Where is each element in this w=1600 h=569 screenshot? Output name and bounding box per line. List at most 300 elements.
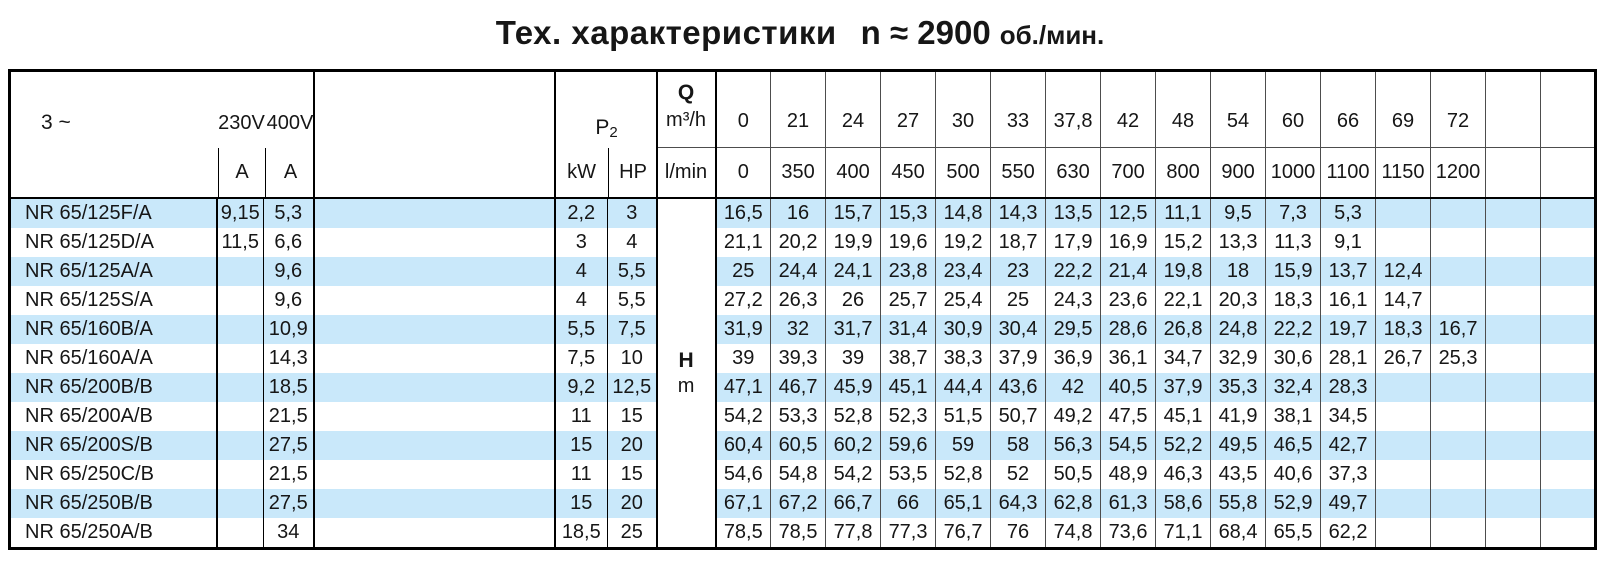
flow-lmin-header: 0 [716, 147, 771, 198]
head-value-cell [1431, 518, 1486, 549]
head-value-cell: 25 [991, 286, 1046, 315]
hp-cell: 20 [608, 489, 657, 518]
head-value-cell: 14,7 [1376, 286, 1431, 315]
head-value-cell: 12,5 [1101, 198, 1156, 228]
head-value-cell [1486, 431, 1541, 460]
head-value-cell: 51,5 [936, 402, 991, 431]
flow-lmin-header: 700 [1101, 147, 1156, 198]
amp-400v-cell: 21,5 [264, 402, 314, 431]
head-value-cell: 77,3 [881, 518, 936, 549]
flow-lmin-header [1486, 147, 1541, 198]
amp-400v-cell: 27,5 [264, 431, 314, 460]
head-value-cell: 25,7 [881, 286, 936, 315]
amp-230v-cell [217, 489, 264, 518]
amp-unit-400: A [265, 148, 315, 197]
amp-230v-cell: 11,5 [217, 228, 264, 257]
head-value-cell: 39 [826, 344, 881, 373]
head-value-cell: 16,5 [716, 198, 771, 228]
head-value-cell: 20,3 [1211, 286, 1266, 315]
head-value-cell: 9,5 [1211, 198, 1266, 228]
head-value-cell: 59 [936, 431, 991, 460]
head-value-cell: 21,1 [716, 228, 771, 257]
image-placeholder-cell [314, 344, 555, 373]
head-value-cell: 73,6 [1101, 518, 1156, 549]
head-value-cell: 43,5 [1211, 460, 1266, 489]
head-value-cell: 45,9 [826, 373, 881, 402]
head-value-cell [1486, 489, 1541, 518]
amp-230v-cell [217, 315, 264, 344]
image-column-header [314, 71, 555, 199]
head-value-cell [1541, 344, 1596, 373]
image-placeholder-cell [314, 489, 555, 518]
flow-lmin-header: 900 [1211, 147, 1266, 198]
head-value-cell [1376, 373, 1431, 402]
head-value-cell: 26,7 [1376, 344, 1431, 373]
head-value-cell: 52,8 [936, 460, 991, 489]
head-value-cell: 24,8 [1211, 315, 1266, 344]
head-value-cell: 14,8 [936, 198, 991, 228]
flow-m3h-header: 27 [881, 71, 936, 148]
amp-230v-cell [217, 460, 264, 489]
amp-230v-cell [217, 518, 264, 549]
head-value-cell: 46,3 [1156, 460, 1211, 489]
head-value-cell: 54,2 [716, 402, 771, 431]
head-value-cell: 32 [771, 315, 826, 344]
head-value-cell: 24,1 [826, 257, 881, 286]
head-value-cell: 16 [771, 198, 826, 228]
head-value-cell: 14,3 [991, 198, 1046, 228]
head-value-cell: 65,5 [1266, 518, 1321, 549]
head-value-cell: 66 [881, 489, 936, 518]
flow-m3h-header: 30 [936, 71, 991, 148]
head-value-cell: 18,7 [991, 228, 1046, 257]
head-value-cell [1541, 228, 1596, 257]
head-value-cell: 22,2 [1046, 257, 1101, 286]
title-text: Тех. характеристики [495, 14, 837, 51]
head-value-cell [1376, 431, 1431, 460]
head-value-cell: 11,1 [1156, 198, 1211, 228]
amp-230v-cell [217, 402, 264, 431]
head-value-cell: 49,7 [1321, 489, 1376, 518]
hp-unit-label: HP [619, 161, 647, 183]
head-value-cell: 54,5 [1101, 431, 1156, 460]
head-value-cell [1431, 198, 1486, 228]
head-value-cell: 76,7 [936, 518, 991, 549]
page-title [0, 8, 1600, 58]
title-speed: n ≈ 2900 [860, 14, 991, 51]
flow-m3h-header [1486, 71, 1541, 148]
flow-m3h-header: 69 [1376, 71, 1431, 148]
h-label: H [678, 349, 694, 372]
head-value-cell: 18 [1211, 257, 1266, 286]
flow-lmin-header [1541, 147, 1596, 198]
head-value-cell: 52 [991, 460, 1046, 489]
head-value-cell [1376, 228, 1431, 257]
head-value-cell: 54,6 [716, 460, 771, 489]
head-value-cell: 31,4 [881, 315, 936, 344]
flow-lmin-header: 1200 [1431, 147, 1486, 198]
kw-cell: 4 [555, 257, 608, 286]
image-placeholder-cell [314, 460, 555, 489]
head-value-cell: 65,1 [936, 489, 991, 518]
head-value-cell: 15,9 [1266, 257, 1321, 286]
kw-cell: 15 [555, 489, 608, 518]
head-value-cell: 32,9 [1211, 344, 1266, 373]
head-value-cell [1541, 518, 1596, 549]
head-value-cell: 9,1 [1321, 228, 1376, 257]
head-value-cell [1486, 228, 1541, 257]
head-value-cell: 16,7 [1431, 315, 1486, 344]
head-value-cell: 30,4 [991, 315, 1046, 344]
table-row [10, 257, 1596, 286]
head-value-cell [1431, 402, 1486, 431]
head-value-cell: 43,6 [991, 373, 1046, 402]
head-value-cell: 25,3 [1431, 344, 1486, 373]
head-value-cell: 42 [1046, 373, 1101, 402]
head-value-cell: 77,8 [826, 518, 881, 549]
flow-m3h-header [1541, 71, 1596, 148]
head-value-cell: 18,3 [1376, 315, 1431, 344]
table-row [10, 315, 1596, 344]
head-value-cell: 40,5 [1101, 373, 1156, 402]
flow-lmin-header: 500 [936, 147, 991, 198]
head-value-cell: 34,5 [1321, 402, 1376, 431]
image-placeholder-cell [314, 228, 555, 257]
image-placeholder-cell [314, 402, 555, 431]
head-value-cell [1486, 198, 1541, 228]
head-value-cell: 67,1 [716, 489, 771, 518]
head-value-cell [1541, 198, 1596, 228]
head-value-cell: 28,3 [1321, 373, 1376, 402]
flow-lmin-header: 400 [826, 147, 881, 198]
head-value-cell [1541, 373, 1596, 402]
head-value-cell: 15,3 [881, 198, 936, 228]
head-value-cell [1541, 286, 1596, 315]
head-value-cell: 52,8 [826, 402, 881, 431]
head-value-cell [1376, 198, 1431, 228]
head-value-cell: 74,8 [1046, 518, 1101, 549]
head-value-cell: 37,3 [1321, 460, 1376, 489]
flow-lmin-header: 1000 [1266, 147, 1321, 198]
head-value-cell: 34,7 [1156, 344, 1211, 373]
head-value-cell: 19,9 [826, 228, 881, 257]
head-value-cell: 26 [826, 286, 881, 315]
flow-lmin-header: 800 [1156, 147, 1211, 198]
amp-230v-cell [217, 431, 264, 460]
head-value-cell: 68,4 [1211, 518, 1266, 549]
head-value-cell: 17,9 [1046, 228, 1101, 257]
head-value-cell: 36,1 [1101, 344, 1156, 373]
amp-400v-cell: 14,3 [264, 344, 314, 373]
kw-cell: 4 [555, 286, 608, 315]
head-value-cell: 15,7 [826, 198, 881, 228]
table-row [10, 286, 1596, 315]
head-value-cell: 22,2 [1266, 315, 1321, 344]
head-value-cell: 45,1 [1156, 402, 1211, 431]
amp-400v-cell: 18,5 [264, 373, 314, 402]
phase-label: 3 ~ [41, 111, 71, 134]
model-cell: NR 65/125S/A [10, 286, 217, 315]
head-value-cell: 26,3 [771, 286, 826, 315]
head-value-cell: 23,6 [1101, 286, 1156, 315]
hp-cell: 15 [608, 460, 657, 489]
head-value-cell: 26,8 [1156, 315, 1211, 344]
model-cell: NR 65/250A/B [10, 518, 217, 549]
head-value-cell: 49,2 [1046, 402, 1101, 431]
amp-400v-cell: 21,5 [264, 460, 314, 489]
flow-lmin-header: 550 [991, 147, 1046, 198]
amp-400v-cell: 6,6 [264, 228, 314, 257]
amp-400v-cell: 27,5 [264, 489, 314, 518]
flow-lmin-header: 1150 [1376, 147, 1431, 198]
table-row [10, 198, 1596, 228]
head-value-cell: 13,3 [1211, 228, 1266, 257]
head-value-cell: 50,5 [1046, 460, 1101, 489]
amp-230v-cell [217, 286, 264, 315]
table-row [10, 431, 1596, 460]
head-value-cell: 42,7 [1321, 431, 1376, 460]
head-value-cell [1541, 315, 1596, 344]
hp-cell: 25 [608, 518, 657, 549]
head-value-cell: 36,9 [1046, 344, 1101, 373]
image-placeholder-cell [314, 373, 555, 402]
head-value-cell: 31,7 [826, 315, 881, 344]
head-value-cell: 32,4 [1266, 373, 1321, 402]
head-value-cell: 55,8 [1211, 489, 1266, 518]
head-value-cell: 19,8 [1156, 257, 1211, 286]
kw-cell: 2,2 [555, 198, 608, 228]
head-value-cell: 47,1 [716, 373, 771, 402]
model-cell: NR 65/125A/A [10, 257, 217, 286]
head-value-cell [1541, 431, 1596, 460]
flow-m3h-header: 33 [991, 71, 1046, 148]
model-cell: NR 65/160B/A [10, 315, 217, 344]
flow-m3h-header: 0 [716, 71, 771, 148]
head-value-cell [1431, 257, 1486, 286]
flow-lmin-header: 350 [771, 147, 826, 198]
kw-cell: 11 [555, 460, 608, 489]
head-value-cell: 64,3 [991, 489, 1046, 518]
amp-400v-cell: 5,3 [264, 198, 314, 228]
model-cell: NR 65/250B/B [10, 489, 217, 518]
head-value-cell: 54,8 [771, 460, 826, 489]
q-label: Q [677, 81, 695, 104]
head-value-cell: 67,2 [771, 489, 826, 518]
head-value-cell: 19,6 [881, 228, 936, 257]
head-value-cell: 22,1 [1156, 286, 1211, 315]
head-value-cell: 52,2 [1156, 431, 1211, 460]
hp-cell: 20 [608, 431, 657, 460]
head-value-cell [1431, 286, 1486, 315]
table-row [10, 228, 1596, 257]
head-value-cell: 60,2 [826, 431, 881, 460]
head-value-cell [1376, 489, 1431, 518]
head-value-cell [1431, 228, 1486, 257]
spec-table [8, 69, 1597, 550]
kw-cell: 15 [555, 431, 608, 460]
head-value-cell: 28,1 [1321, 344, 1376, 373]
head-value-cell: 60,5 [771, 431, 826, 460]
head-value-cell [1541, 460, 1596, 489]
head-value-cell: 39 [716, 344, 771, 373]
head-value-cell: 38,7 [881, 344, 936, 373]
flow-m3h-header: 21 [771, 71, 826, 148]
head-value-cell [1376, 518, 1431, 549]
head-value-cell: 50,7 [991, 402, 1046, 431]
head-value-cell: 18,3 [1266, 286, 1321, 315]
head-value-cell: 59,6 [881, 431, 936, 460]
phase-voltage-header [10, 71, 314, 199]
head-value-cell: 56,3 [1046, 431, 1101, 460]
head-value-cell [1486, 344, 1541, 373]
voltage-230-label: 230V [218, 112, 265, 134]
flow-lmin-header: 450 [881, 147, 936, 198]
kw-cell: 9,2 [555, 373, 608, 402]
amp-230v-cell [217, 257, 264, 286]
hp-cell: 10 [608, 344, 657, 373]
spec-table-wrapper [8, 69, 1600, 550]
model-cell: NR 65/200A/B [10, 402, 217, 431]
flow-m3h-header: 48 [1156, 71, 1211, 148]
head-value-cell: 38,3 [936, 344, 991, 373]
flow-m3h-header: 72 [1431, 71, 1486, 148]
flow-lmin-header: 1100 [1321, 147, 1376, 198]
flow-m3h-header: 24 [826, 71, 881, 148]
head-value-cell [1486, 460, 1541, 489]
head-value-cell: 78,5 [716, 518, 771, 549]
hp-cell: 15 [608, 402, 657, 431]
head-value-cell: 16,9 [1101, 228, 1156, 257]
head-value-cell: 27,2 [716, 286, 771, 315]
head-value-cell: 53,5 [881, 460, 936, 489]
flow-m3h-header: 37,8 [1046, 71, 1101, 148]
flow-m3h-header: 60 [1266, 71, 1321, 148]
head-value-cell: 12,4 [1376, 257, 1431, 286]
head-value-cell [1376, 402, 1431, 431]
head-value-cell: 19,2 [936, 228, 991, 257]
kw-cell: 11 [555, 402, 608, 431]
hp-cell: 4 [608, 228, 657, 257]
table-row [10, 460, 1596, 489]
table-row [10, 489, 1596, 518]
q-unit-lmin: l/min [664, 161, 708, 183]
head-value-cell: 53,3 [771, 402, 826, 431]
flow-m3h-header: 42 [1101, 71, 1156, 148]
head-value-cell [1431, 431, 1486, 460]
title-unit: об./мин. [999, 20, 1105, 50]
kw-cell: 3 [555, 228, 608, 257]
table-row [10, 402, 1596, 431]
head-value-cell [1541, 257, 1596, 286]
flow-m3h-header: 66 [1321, 71, 1376, 148]
kw-cell: 18,5 [555, 518, 608, 549]
head-value-cell: 23,8 [881, 257, 936, 286]
head-value-cell: 16,1 [1321, 286, 1376, 315]
hp-cell: 3 [608, 198, 657, 228]
head-value-cell: 13,7 [1321, 257, 1376, 286]
table-row [10, 518, 1596, 549]
head-column-label [657, 198, 716, 549]
head-value-cell: 52,3 [881, 402, 936, 431]
kw-unit-label: kW [556, 148, 609, 197]
head-value-cell: 7,3 [1266, 198, 1321, 228]
head-value-cell [1541, 489, 1596, 518]
head-value-cell: 37,9 [1156, 373, 1211, 402]
image-placeholder-cell [314, 315, 555, 344]
head-value-cell: 46,7 [771, 373, 826, 402]
hp-cell: 7,5 [608, 315, 657, 344]
head-value-cell [1486, 286, 1541, 315]
model-cell: NR 65/250C/B [10, 460, 217, 489]
amp-400v-cell: 10,9 [264, 315, 314, 344]
p2-header [555, 71, 657, 199]
head-value-cell: 25,4 [936, 286, 991, 315]
head-value-cell: 78,5 [771, 518, 826, 549]
head-value-cell: 30,6 [1266, 344, 1321, 373]
head-value-cell: 13,5 [1046, 198, 1101, 228]
model-cell: NR 65/125D/A [10, 228, 217, 257]
head-value-cell: 71,1 [1156, 518, 1211, 549]
model-cell: NR 65/200S/B [10, 431, 217, 460]
head-value-cell: 58 [991, 431, 1046, 460]
image-placeholder-cell [314, 431, 555, 460]
image-placeholder-cell [314, 257, 555, 286]
head-value-cell: 58,6 [1156, 489, 1211, 518]
head-value-cell: 5,3 [1321, 198, 1376, 228]
h-unit-m: m [677, 375, 695, 397]
hp-cell: 5,5 [608, 286, 657, 315]
voltage-400-label: 400V [266, 112, 314, 134]
head-value-cell: 54,2 [826, 460, 881, 489]
image-placeholder-cell [314, 198, 555, 228]
amp-unit-230: A [218, 148, 265, 197]
head-value-cell: 24,3 [1046, 286, 1101, 315]
amp-230v-cell [217, 373, 264, 402]
head-value-cell: 62,2 [1321, 518, 1376, 549]
head-value-cell: 61,3 [1101, 489, 1156, 518]
kw-cell: 7,5 [555, 344, 608, 373]
head-value-cell: 76 [991, 518, 1046, 549]
head-value-cell [1486, 257, 1541, 286]
head-value-cell [1486, 373, 1541, 402]
head-value-cell: 48,9 [1101, 460, 1156, 489]
head-value-cell: 15,2 [1156, 228, 1211, 257]
head-value-cell: 37,9 [991, 344, 1046, 373]
head-value-cell: 47,5 [1101, 402, 1156, 431]
head-value-cell: 31,9 [716, 315, 771, 344]
flow-m3h-header: 54 [1211, 71, 1266, 148]
model-cell: NR 65/200B/B [10, 373, 217, 402]
head-value-cell: 46,5 [1266, 431, 1321, 460]
amp-400v-cell: 9,6 [264, 286, 314, 315]
image-placeholder-cell [314, 286, 555, 315]
table-row [10, 373, 1596, 402]
model-cell: NR 65/125F/A [10, 198, 217, 228]
q-unit-m3h: m³/h [666, 109, 707, 131]
p2-label: P $_2$ [595, 116, 618, 141]
head-value-cell: 30,9 [936, 315, 991, 344]
head-value-cell: 66,7 [826, 489, 881, 518]
hp-cell: 12,5 [608, 373, 657, 402]
flow-q-header [657, 71, 716, 199]
head-value-cell [1486, 402, 1541, 431]
amp-230v-cell: 9,15 [217, 198, 264, 228]
head-value-cell [1431, 373, 1486, 402]
head-value-cell [1431, 460, 1486, 489]
head-value-cell: 23 [991, 257, 1046, 286]
head-value-cell [1376, 460, 1431, 489]
amp-230v-cell [217, 344, 264, 373]
